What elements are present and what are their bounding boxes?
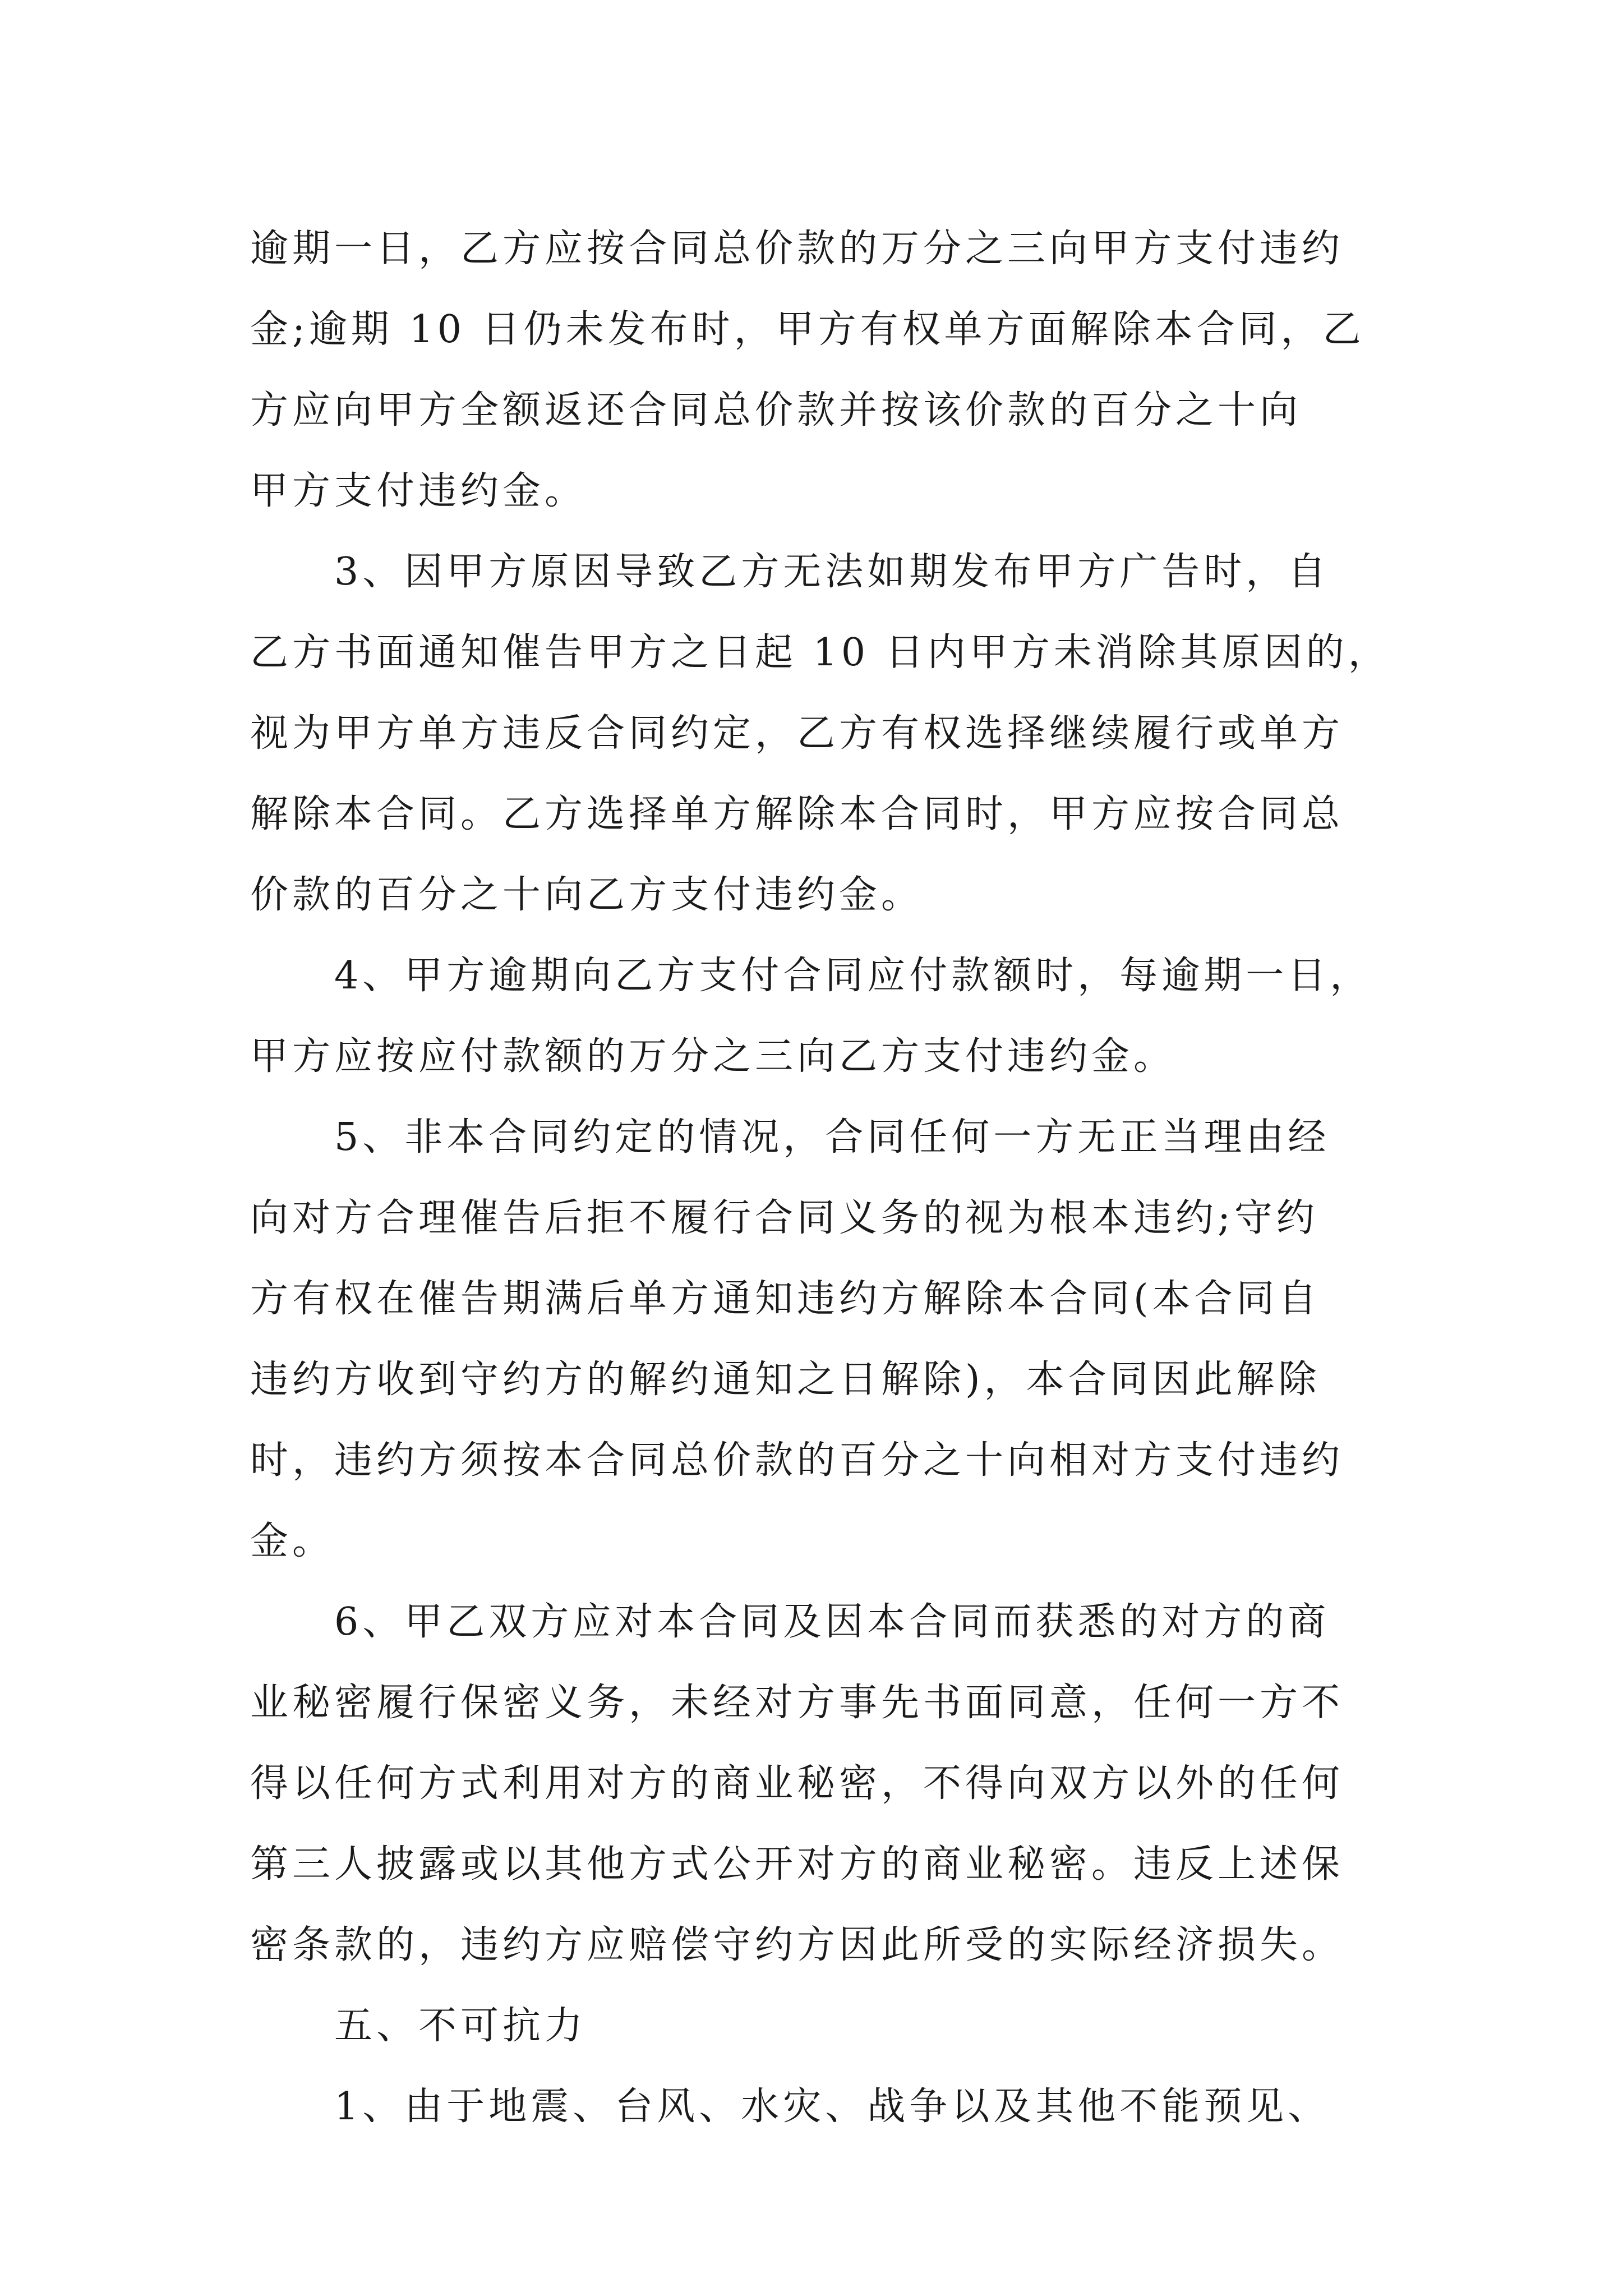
text-line: 方应向甲方全额返还合同总价款并按该价款的百分之十向 (250, 388, 1302, 432)
section-heading: 五、不可抗力 (334, 2004, 587, 2048)
text-line: 第三人披露或以其他方式公开对方的商业秘密。违反上述保 (250, 1842, 1344, 1887)
text-line: 逾期一日，乙方应按合同总价款的万分之三向甲方支付违约 (250, 227, 1344, 271)
text-line: 得以任何方式利用对方的商业秘密，不得向双方以外的任何 (250, 1761, 1344, 1806)
text-line: 价款的百分之十向乙方支付违约金。 (250, 873, 924, 917)
text-line: 金。 (250, 1519, 335, 1563)
text-line: 1、由于地震、台风、水灾、战争以及其他不能预见、 (334, 2085, 1330, 2129)
text-line: 5、非本合同约定的情况，合同任何一方无正当理由经 (334, 1115, 1330, 1159)
text-line: 金;逾期 10 日仍未发布时，甲方有权单方面解除本合同，乙 (250, 307, 1365, 352)
document-body (250, 209, 1394, 2147)
text-line: 甲方支付违约金。 (250, 469, 587, 513)
text-line: 方有权在催告期满后单方通知违约方解除本合同(本合同自 (250, 1277, 1321, 1321)
text-line: 乙方书面通知催告甲方之日起 10 日内甲方未消除其原因的， (250, 631, 1390, 675)
text-line: 6、甲乙双方应对本合同及因本合同而获悉的对方的商 (334, 1600, 1330, 1644)
text-line: 业秘密履行保密义务，未经对方事先书面同意，任何一方不 (250, 1681, 1344, 1725)
text-line: 视为甲方单方违反合同约定，乙方有权选择继续履行或单方 (250, 711, 1344, 756)
text-line: 时，违约方须按本合同总价款的百分之十向相对方支付违约 (250, 1438, 1344, 1483)
text-line: 解除本合同。乙方选择单方解除本合同时，甲方应按合同总 (250, 792, 1344, 836)
text-line: 甲方应按应付款额的万分之三向乙方支付违约金。 (250, 1034, 1176, 1079)
text-line: 4、甲方逾期向乙方支付合同应付款额时，每逾期一日， (334, 954, 1372, 998)
text-line: 3、因甲方原因导致乙方无法如期发布甲方广告时，自 (334, 550, 1330, 594)
text-line: 密条款的，违约方应赔偿守约方因此所受的实际经济损失。 (250, 1923, 1344, 1967)
text-line: 违约方收到守约方的解约通知之日解除)，本合同因此解除 (250, 1358, 1321, 1402)
text-line: 向对方合理催告后拒不履行合同义务的视为根本违约;守约 (250, 1196, 1318, 1240)
